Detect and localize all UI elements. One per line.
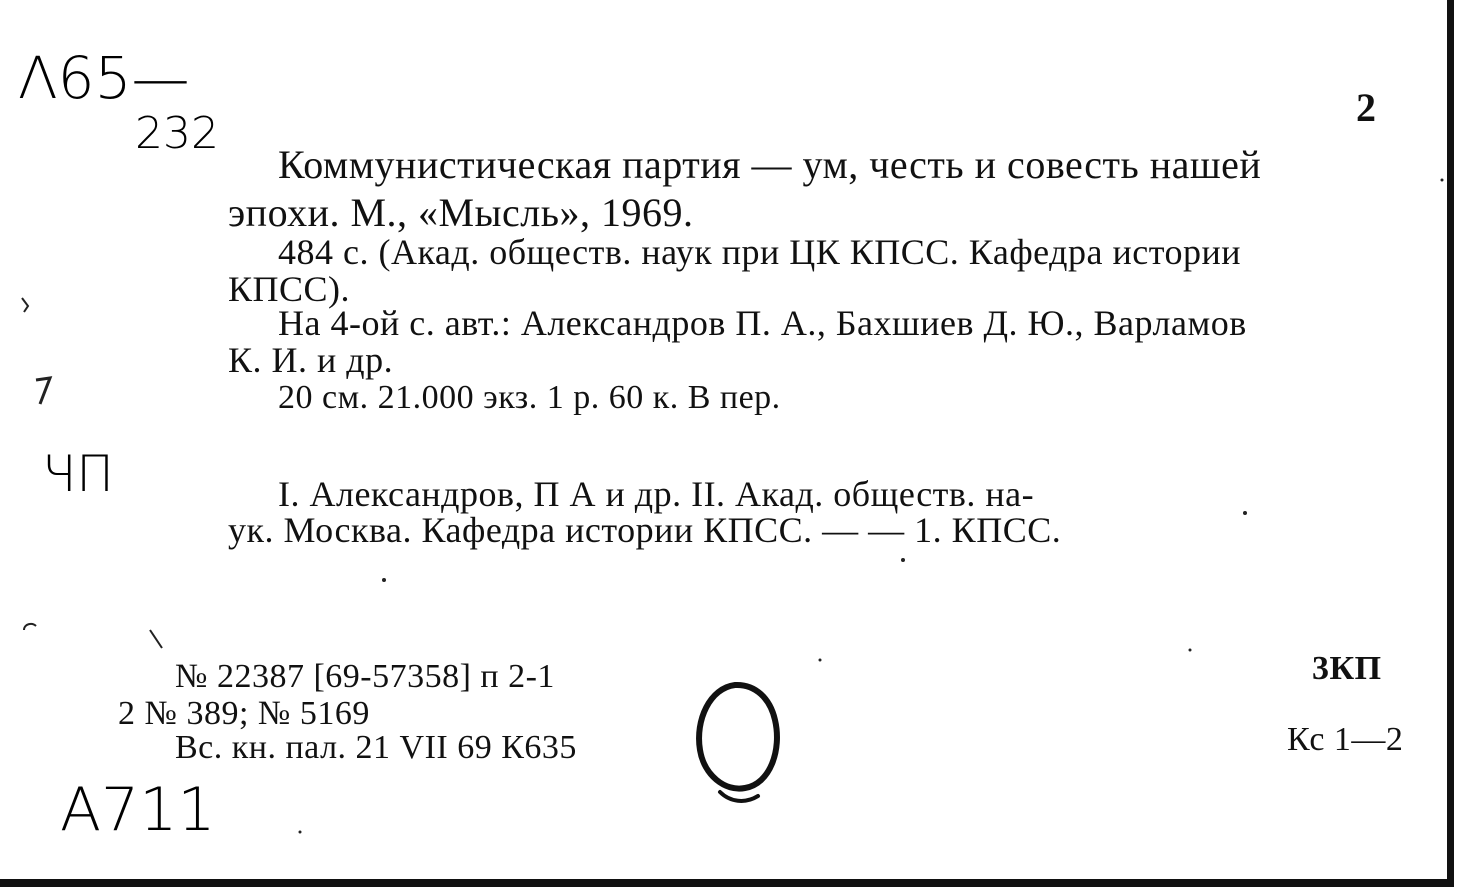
code-right-2: Кс 1—2 bbox=[1287, 721, 1404, 758]
handwritten-bottom-code: А711 bbox=[60, 775, 216, 845]
handwritten-shelf-code: Λ65— bbox=[18, 44, 190, 112]
footer-line-3: Вс. кн. пал. 21 VII 69 К635 bbox=[175, 729, 577, 766]
code-right-1: 3КП bbox=[1312, 650, 1382, 687]
authors-line-1: На 4-ой с. авт.: Александров П. А., Бахшиев Д. Ю., Варламов bbox=[278, 303, 1247, 343]
authors-line-2: К. И. и др. bbox=[228, 340, 394, 380]
pages-line-2: КПСС). bbox=[228, 269, 351, 309]
card-number: 2 bbox=[1356, 85, 1377, 130]
handwritten-shelf-code-sub: 232 bbox=[135, 108, 219, 159]
footer-line-2: 2 № 389; № 5169 bbox=[118, 695, 370, 732]
footer-line-1: № 22387 [69-57358] п 2-1 bbox=[175, 658, 555, 695]
tracings-line-1: I. Александров, П А и др. II. Акад. обществ. на- bbox=[278, 474, 1035, 514]
pages-line-1: 484 с. (Акад. обществ. наук при ЦК КПСС. Кафедра истории bbox=[278, 232, 1241, 272]
title-line-2: эпохи. М., «Мысль», 1969. bbox=[228, 190, 694, 235]
handwritten-side-mark: ЧП bbox=[42, 445, 114, 503]
tracings-line-2: ук. Москва. Кафедра истории КПСС. — — 1. КПСС. bbox=[228, 510, 1062, 550]
physical-description: 20 см. 21.000 экз. 1 р. 60 к. В пер. bbox=[278, 379, 781, 416]
title-line-1: Коммунистическая партия — ум, честь и совесть нашей bbox=[278, 142, 1262, 187]
